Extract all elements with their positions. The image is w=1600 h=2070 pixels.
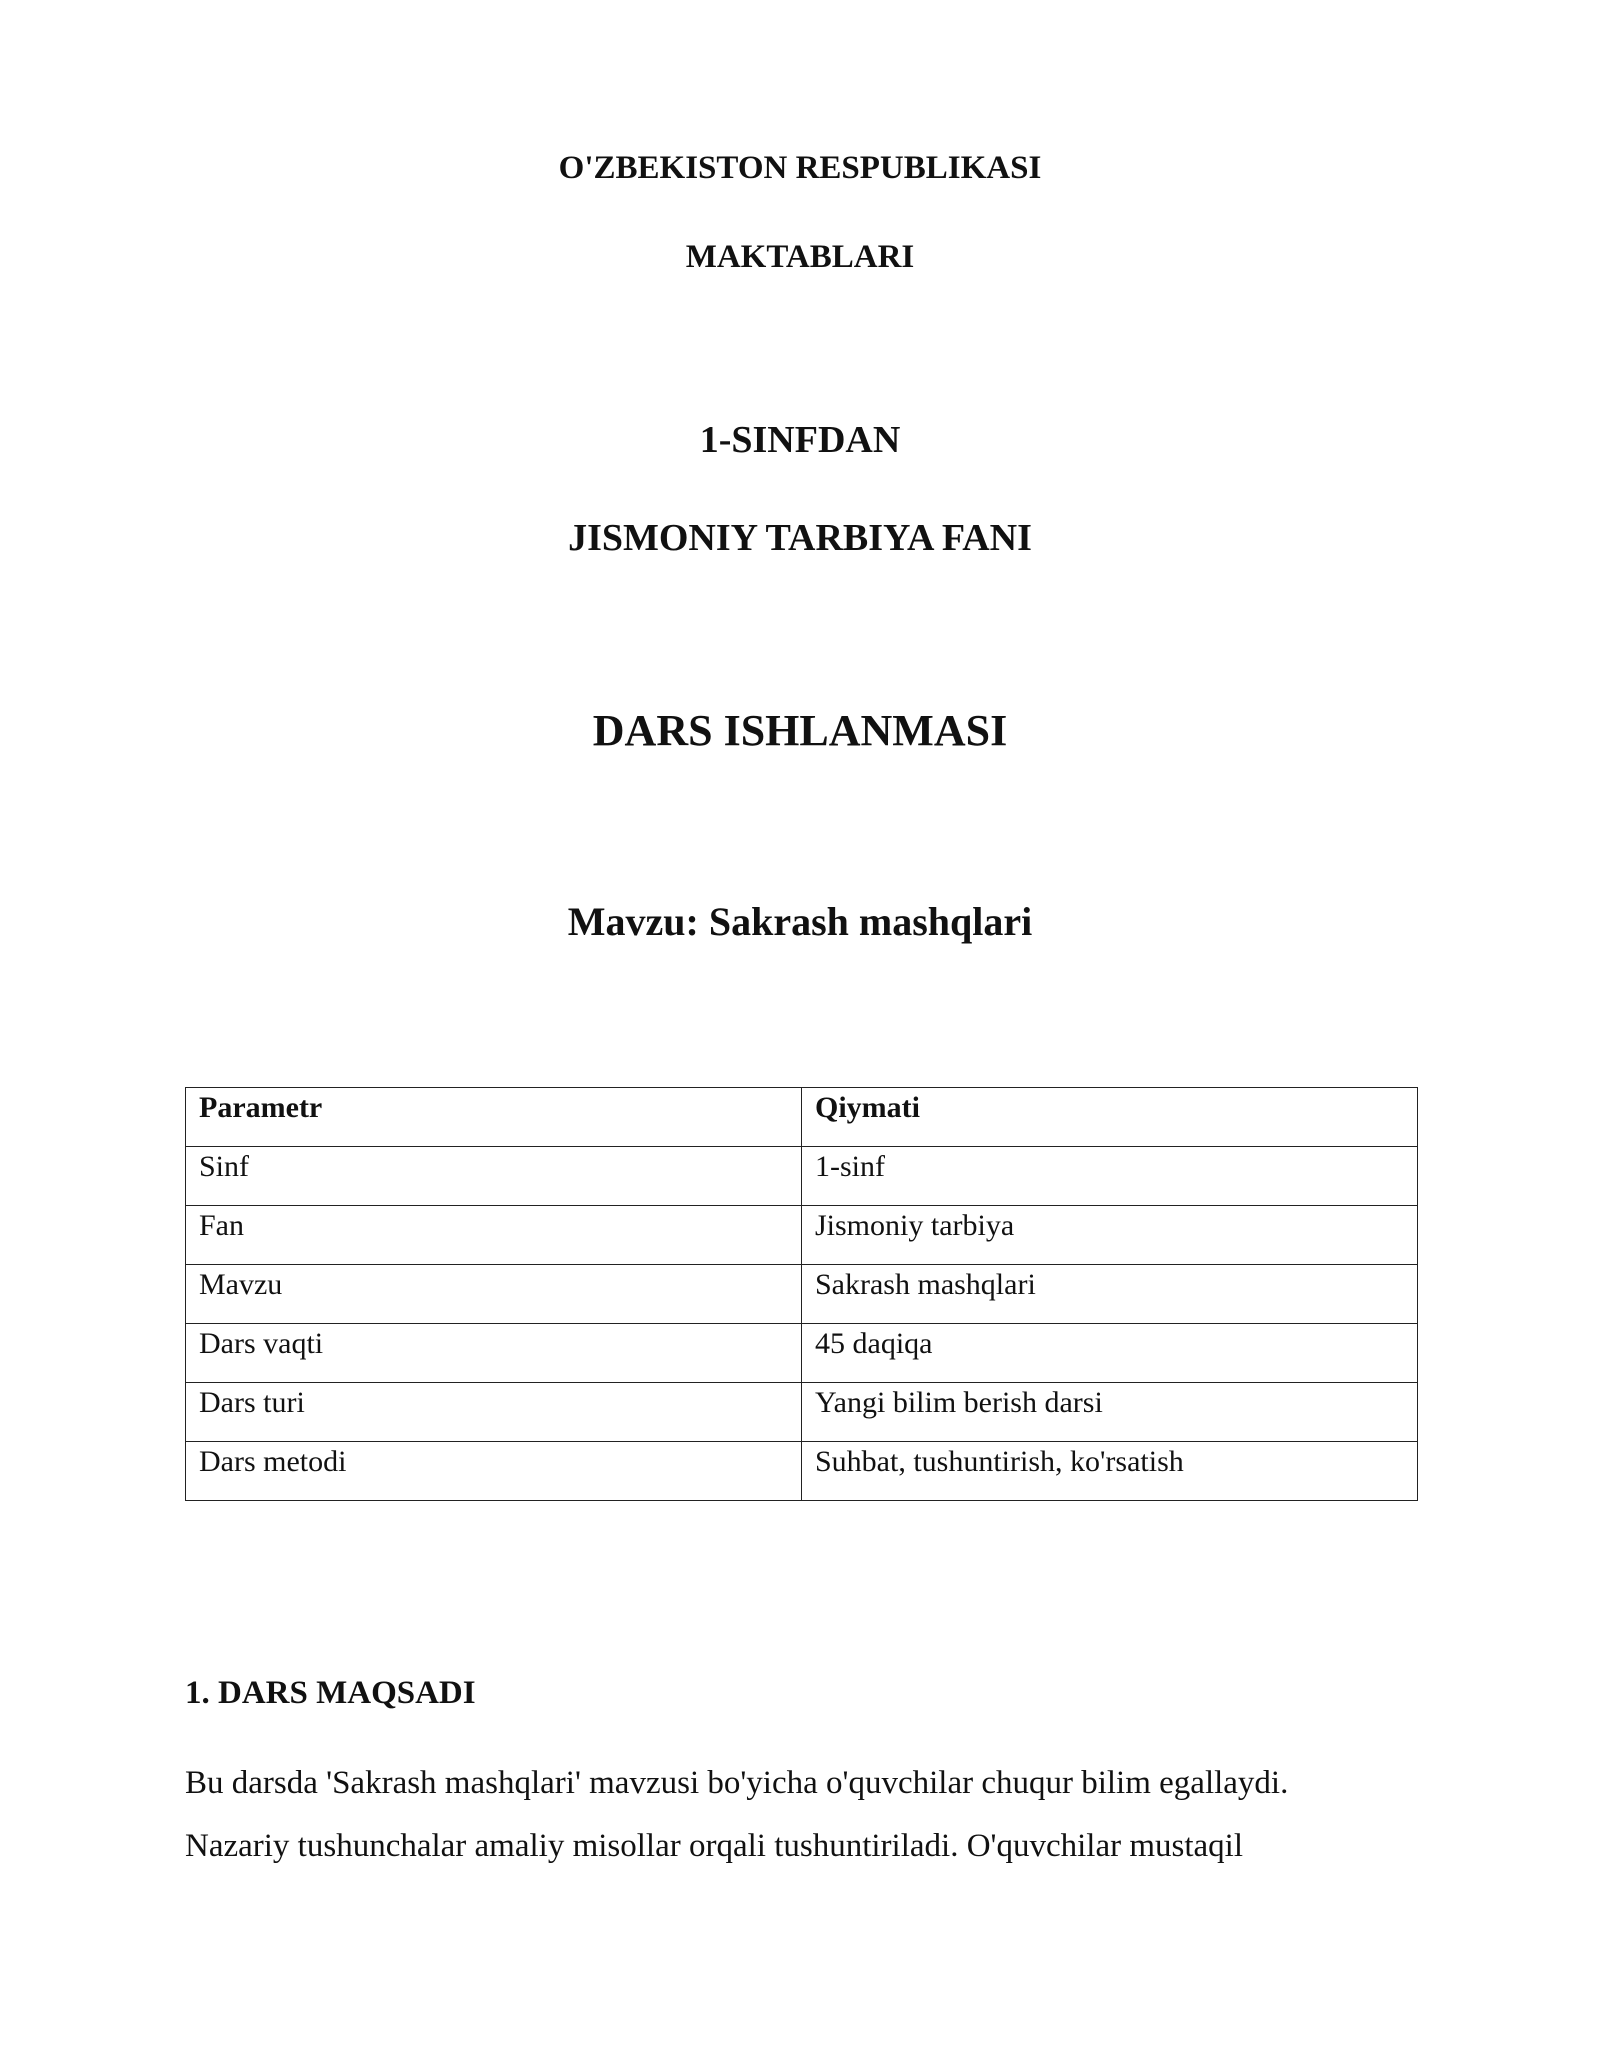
table-cell-parameter: Mavzu (186, 1265, 802, 1324)
table-row (186, 1147, 1418, 1206)
table-row (186, 1324, 1418, 1383)
lesson-parameters-table (185, 1087, 1418, 1501)
table-header-value: Qiymati (802, 1088, 1418, 1147)
table-row (186, 1206, 1418, 1265)
table-cell-parameter: Dars metodi (186, 1442, 802, 1501)
table-cell-value: Jismoniy tarbiya (802, 1206, 1418, 1265)
table-header-parameter: Parametr (186, 1088, 802, 1147)
table-cell-parameter: Dars vaqti (186, 1324, 802, 1383)
topic-heading: Mavzu: Sakrash mashqlari (567, 899, 1033, 944)
paragraph-line: Bu darsda 'Sakrash mashqlari' mavzusi bo'yicha o'quvchilar chuqur bilim egallaydi. (185, 1765, 1289, 1801)
paragraph-line: Nazariy tushunchalar amaliy misollar orqali tushuntiriladi. O'quvchilar mustaqil (185, 1828, 1244, 1864)
table-cell-value: Yangi bilim berish darsi (802, 1383, 1418, 1442)
document-title: DARS ISHLANMASI (592, 706, 1008, 755)
table-row (186, 1442, 1418, 1501)
org-title-line2: MAKTABLARI (685, 239, 915, 275)
table-cell-value: Sakrash mashqlari (802, 1265, 1418, 1324)
table-cell-value: 45 daqiqa (802, 1324, 1418, 1383)
table-cell-value: Suhbat, tushuntirish, ko'rsatish (802, 1442, 1418, 1501)
grade-heading: 1-SINFDAN (699, 419, 901, 461)
org-title-line1: O'ZBEKISTON RESPUBLIKASI (558, 150, 1042, 186)
table-cell-value: 1-sinf (802, 1147, 1418, 1206)
subject-heading: JISMONIY TARBIYA FANI (568, 517, 1032, 559)
table-row (186, 1265, 1418, 1324)
table-cell-parameter: Dars turi (186, 1383, 802, 1442)
table-row (186, 1383, 1418, 1442)
table-cell-parameter: Fan (186, 1206, 802, 1265)
section-heading-lesson-goal: 1. DARS MAQSADI (185, 1675, 476, 1711)
lesson-parameters-table-wrapper (185, 1087, 1417, 1501)
table-header-row (186, 1088, 1418, 1147)
table-cell-parameter: Sinf (186, 1147, 802, 1206)
